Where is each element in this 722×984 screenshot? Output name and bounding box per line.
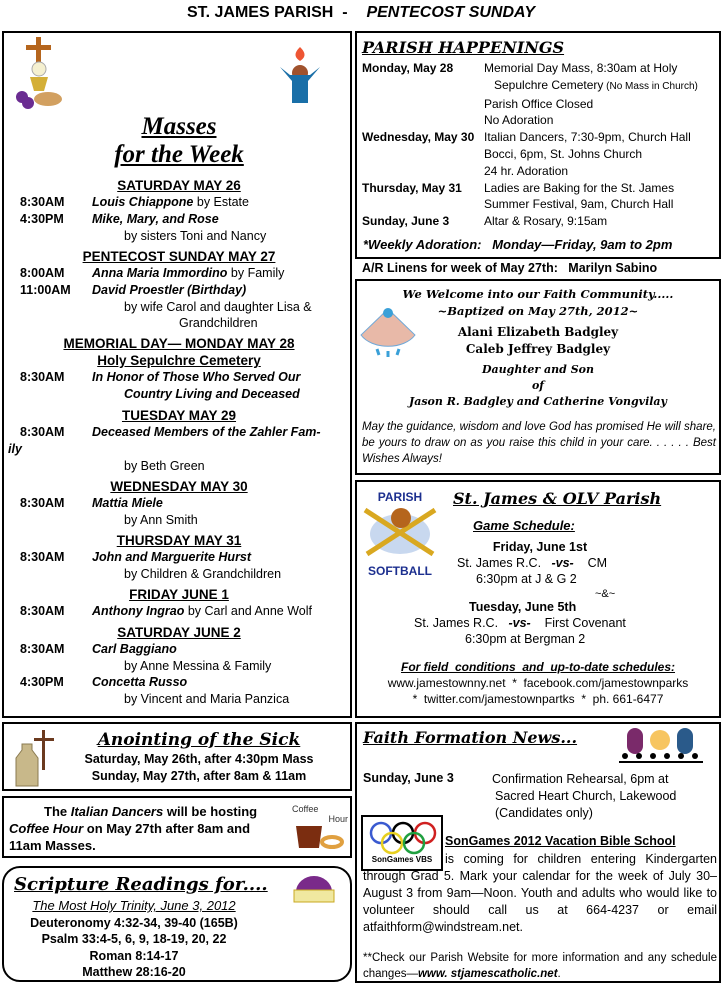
mass-day-heading: TUESDAY MAY 29 — [121, 408, 237, 423]
mass-schedule — [4, 173, 354, 707]
mass-requester: by Carl and Anne Wolf — [184, 604, 312, 618]
mass-intention: Concetta Russo — [92, 675, 188, 689]
text: Coffee Hour — [9, 821, 84, 836]
mass-time: 8:30AM — [20, 425, 65, 439]
mass-intention: Deceased Members of the Zahler Fam- — [92, 425, 321, 439]
mass-time: 8:00AM — [20, 266, 65, 280]
mass-intention-wrap — [92, 495, 163, 512]
child-name: Caleb Jeffrey Badgley — [465, 342, 611, 356]
mass-entry — [4, 369, 354, 386]
blessing: May the guidance, wisdom and love God has promised He will share, be yours to draw on as you raise this child in your care. . . . . . Best Wishes Always! — [362, 421, 716, 465]
faith-title: Faith Formation News... — [363, 728, 578, 747]
of: of — [531, 379, 545, 392]
text: on May 27th after 8am and — [83, 821, 251, 836]
baptism-text — [357, 286, 719, 410]
happening-details — [484, 180, 674, 214]
child-name: Alani Elizabeth Badgley — [457, 325, 619, 339]
reading: Psalm 33:4-5, 6, 9, 18-19, 20, 22 — [41, 932, 227, 946]
game-location: 6:30pm at J & G 2 — [476, 572, 577, 586]
mass-entry — [4, 603, 354, 620]
mass-day-heading: THURSDAY MAY 31 — [116, 533, 242, 548]
mass-day-heading: PENTECOST SUNDAY MAY 27 — [82, 249, 276, 264]
mass-entry — [4, 211, 354, 228]
mass-intention: Carl Baggiano — [92, 642, 177, 656]
faith-event-date: Sunday, June 3 — [363, 771, 454, 785]
mass-requester: by Ann Smith — [124, 513, 198, 527]
mass-intention-wrap — [92, 211, 219, 228]
reading: Matthew 28:16-20 — [82, 965, 186, 979]
team: St. James R.C. — [457, 556, 542, 570]
softball-box — [355, 480, 721, 718]
softball-title: St. James & OLV Parish — [453, 489, 662, 508]
game-matchup — [414, 616, 626, 630]
info-links[interactable]: * twitter.com/jamestownpartks * ph. 661-6477 — [412, 692, 664, 706]
mass-time: 8:30AM — [20, 195, 65, 209]
vbs-title: SonGames 2012 Vacation Bible School — [445, 834, 676, 848]
happening-line: Ladies are Baking for the St. James — [484, 180, 675, 195]
mass-intention-wrap — [92, 603, 312, 620]
masses-subtitle: for the Week — [114, 141, 244, 168]
text: **Check our Parish Website for more information and any schedule changes— — [363, 952, 717, 980]
text: . — [557, 968, 561, 980]
mass-entry — [4, 641, 354, 658]
event-line: (Candidates only) — [495, 806, 593, 820]
mass-intention: Anthony Ingrao — [92, 604, 185, 618]
mass-requester: by Beth Green — [124, 459, 205, 473]
mass-intention: In Honor of Those Who Served Our — [92, 370, 301, 384]
game-date: Friday, June 1st — [492, 540, 588, 554]
mass-time: 4:30PM — [20, 675, 64, 689]
mass-intention-wrap — [92, 194, 249, 211]
mass-day-heading: SATURDAY JUNE 2 — [117, 625, 241, 640]
happening-line: Sepulchre Cemetery — [484, 77, 604, 92]
anointing-title: Anointing of the Sick — [97, 730, 301, 750]
scripture-title: Scripture Readings for.... — [14, 874, 268, 895]
opponent: CM — [587, 556, 608, 570]
mass-requester: by Vincent and Maria Panzica — [124, 692, 290, 706]
occasion: PENTECOST SUNDAY — [366, 4, 536, 21]
parents: Jason R. Badgley and Catherine Vongvilay — [409, 395, 667, 408]
mass-requester: by Family — [227, 266, 285, 280]
mass-time: 4:30PM — [20, 212, 64, 226]
game-matchup — [457, 556, 607, 570]
happening-line: Memorial Day Mass, 8:30am at Holy — [484, 61, 678, 75]
logo-text: PARISH — [377, 490, 423, 504]
mass-intention: Mike, Mary, and Rose — [92, 212, 219, 226]
game-schedule-label: Game Schedule: — [473, 518, 575, 533]
event-line: Sacred Heart Church, Lakewood — [495, 789, 677, 803]
text: 11am Masses. — [9, 838, 96, 853]
anointing-line: Saturday, May 26th, after 4:30pm Mass — [84, 752, 314, 766]
mass-requester: by sisters Toni and Nancy — [124, 229, 267, 243]
baptism-box — [355, 279, 721, 475]
mass-time: 8:30AM — [20, 496, 65, 510]
coffee-hour-box — [2, 796, 352, 858]
happening-line: Summer Festival, 9am, Church Hall — [484, 197, 674, 212]
bible-icon — [290, 874, 338, 904]
mass-intention-wrap — [92, 265, 284, 282]
happenings-title: PARISH HAPPENINGS — [362, 38, 565, 57]
happening-date: Thursday, May 31 — [362, 180, 462, 195]
mass-entry — [4, 495, 354, 512]
eucharist-icon — [14, 37, 64, 109]
mass-entry — [4, 282, 354, 299]
mass-day-heading: WEDNESDAY MAY 30 — [110, 479, 248, 494]
softball-info — [357, 659, 719, 707]
website-link[interactable]: www. stjamescatholic.net — [417, 968, 558, 980]
happening-line: Parish Office Closed — [484, 96, 594, 111]
mass-requester: by Estate — [193, 195, 249, 209]
happening-line: Italian Dancers, 7:30-9pm, Church Hall — [484, 130, 691, 145]
parish-name: ST. JAMES PARISH — [186, 4, 334, 21]
mass-time: 8:30AM — [20, 604, 65, 618]
mass-requester: by Anne Messina & Family — [124, 659, 272, 673]
happening-row — [362, 60, 717, 129]
happening-date: Sunday, June 3 — [362, 214, 450, 229]
game-date: Tuesday, June 5th — [469, 600, 577, 614]
mass-location: Holy Sepulchre Cemetery — [97, 353, 261, 368]
mass-intention-wrap — [92, 674, 187, 691]
mass-intention: Anna Maria Immordino — [92, 266, 228, 280]
happening-line — [484, 77, 698, 96]
welcome-line: We Welcome into our Faith Community..... — [402, 287, 674, 301]
relationship: Daughter and Son — [482, 363, 594, 376]
text: will be hosting — [163, 804, 258, 819]
team: St. James R.C. — [414, 616, 499, 630]
game-location: 6:30pm at Bergman 2 — [465, 632, 586, 646]
mass-day-heading: FRIDAY JUNE 1 — [129, 587, 229, 602]
softball-logo — [361, 490, 439, 580]
happening-row — [362, 180, 717, 214]
mass-requester: by wife Carol and daughter Lisa & — [124, 300, 312, 314]
weekly-adoration: *Weekly Adoration: Monday—Friday, 9am to 2pm — [363, 237, 673, 252]
church-children-icon — [619, 726, 703, 768]
mass-time: 11:00AM — [20, 283, 71, 297]
mass-time: 8:30AM — [20, 370, 65, 384]
mass-intention: Mattia Miele — [92, 496, 163, 510]
and-separator: ~&~ — [595, 588, 616, 600]
mass-intention: John and Marguerite Hurst — [92, 550, 252, 564]
mass-intention: Louis Chiappone — [92, 195, 194, 209]
happening-row — [362, 213, 717, 230]
mass-day-heading: SATURDAY MAY 26 — [117, 178, 241, 193]
website-note — [363, 950, 717, 982]
mass-intention: David Proestler (Birthday) — [92, 283, 247, 297]
mass-intention-wrap — [92, 641, 177, 658]
vs: -vs- — [551, 556, 574, 570]
mass-requester: by Children & Grandchildren — [124, 567, 282, 581]
linens-notice: A/R Linens for week of May 27th: Marilyn Sabino — [362, 261, 658, 275]
mass-intention-cont: Country Living and Deceased — [124, 387, 300, 401]
vbs-description: is coming for children entering Kindergarten through Grad 5. Mark your calendar for the week of July 30–August 3 from 9am—Noon. Youth and adults who would like to volunteer should call us at 664-4237 or email atfaithform@windstream.net. — [363, 852, 717, 934]
happening-row — [362, 129, 717, 179]
separator: - — [342, 4, 348, 21]
logo-text: SOFTBALL — [368, 564, 432, 578]
masses-box — [2, 31, 352, 718]
mass-entry — [4, 549, 354, 566]
mass-time: 8:30AM — [20, 642, 65, 656]
happenings-list — [362, 60, 717, 230]
happening-date: Monday, May 28 — [362, 61, 454, 75]
mass-entry — [4, 265, 354, 282]
mass-intention-wrap — [92, 424, 321, 441]
icon-text: Hour — [328, 814, 348, 824]
mass-day-heading: MEMORIAL DAY— MONDAY MAY 28 — [63, 336, 295, 351]
readings — [4, 898, 264, 981]
mass-intention-wrap — [92, 549, 251, 566]
happening-line: No Adoration — [484, 113, 554, 128]
happening-note: (No Mass in Church) — [603, 80, 698, 92]
happening-details — [484, 129, 691, 179]
happening-details — [484, 213, 607, 230]
mass-time: 8:30AM — [20, 550, 65, 564]
faith-event — [492, 771, 676, 822]
mass-entry — [4, 424, 354, 441]
happening-line: 24 hr. Adoration — [484, 163, 569, 178]
mass-requester: Grandchildren — [179, 316, 258, 330]
mass-entry — [4, 194, 354, 211]
mass-entry — [4, 674, 354, 691]
coffee-hour-text — [9, 803, 289, 854]
mass-intention-wrap — [92, 282, 246, 299]
coffee-cup-icon — [292, 804, 348, 854]
text: The — [44, 804, 71, 819]
reading: Roman 8:14-17 — [89, 948, 179, 963]
scripture-subtitle: The Most Holy Trinity, June 3, 2012 — [32, 898, 236, 913]
info-links[interactable]: www.jamestownny.net * facebook.com/jamestownparks — [387, 676, 689, 690]
anointing-box — [2, 722, 352, 791]
holy-spirit-icon — [278, 45, 322, 105]
anointing-line: Sunday, May 27th, after 8am & 11am — [91, 769, 307, 783]
happening-date: Wednesday, May 30 — [362, 130, 475, 145]
scripture-box — [2, 866, 352, 982]
reading: Deuteronomy 4:32-34, 39-40 (165B) — [30, 915, 238, 930]
mass-intention-wrap — [92, 369, 300, 386]
bulletin-header — [0, 4, 722, 22]
happening-details — [484, 60, 698, 129]
mass-intention-cont: ily — [8, 442, 22, 456]
masses-title: Masses — [141, 113, 217, 140]
info-heading: For field conditions and up-to-date schedules: — [400, 660, 675, 674]
happening-line: Altar & Rosary, 9:15am — [484, 214, 608, 229]
text: Italian Dancers — [70, 804, 164, 819]
happening-line: Bocci, 6pm, St. Johns Church — [484, 146, 643, 161]
event-line: Confirmation Rehearsal, 6pm at — [492, 772, 669, 786]
faith-formation-box — [355, 722, 721, 983]
baptism-date: ~Baptized on May 27th, 2012~ — [437, 304, 639, 318]
happenings-box — [355, 31, 721, 259]
opponent: First Covenant — [544, 616, 626, 630]
vs: -vs- — [508, 616, 531, 630]
logo-text: SonGames VBS — [371, 855, 433, 864]
icon-text: Coffee — [292, 804, 319, 814]
